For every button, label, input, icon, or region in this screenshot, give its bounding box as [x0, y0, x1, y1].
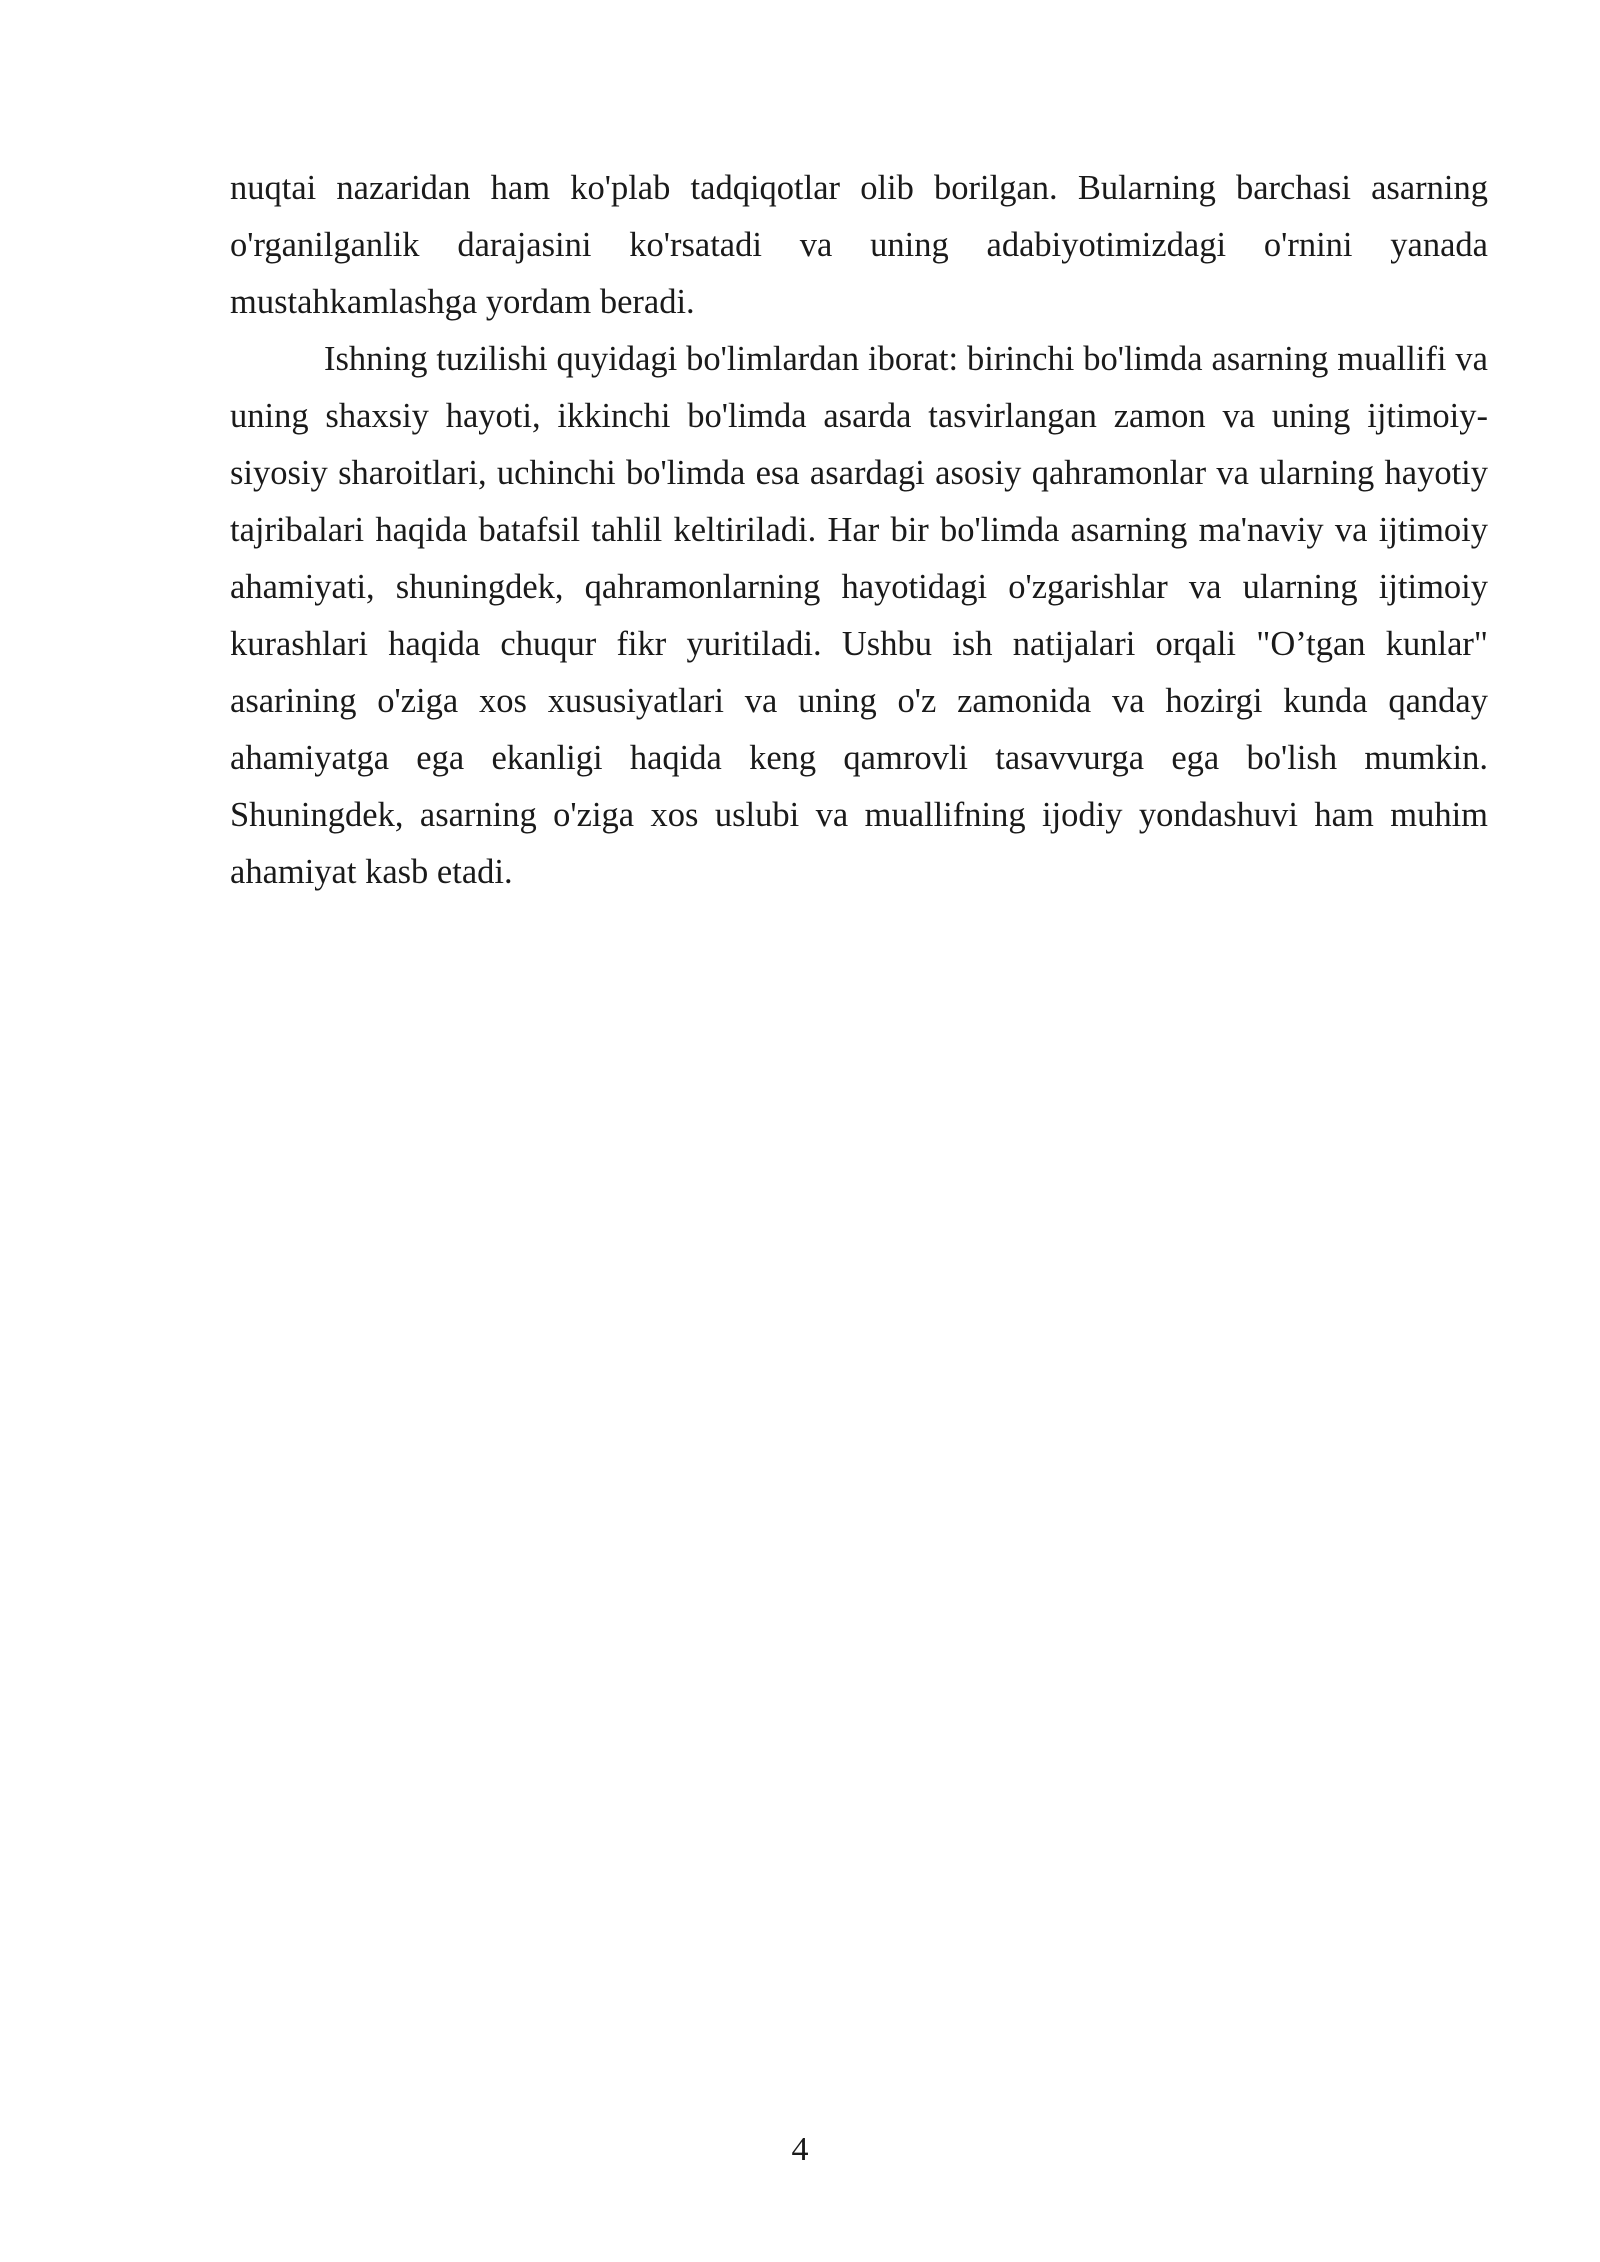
body-text	[230, 160, 1488, 901]
paragraph-structure: Ishning tuzilishi quyidagi bo'limlardan iborat: birinchi bo'limda asarning muallifi va uning shaxsiy hayoti, ikkinchi bo'limda asarda tasvirlangan zamon va uning ijtimoiy-siyosiy sharoitlari, uchinchi bo'limda esa asardagi asosiy qahramonlar va ularning hayotiy tajribalari haqida batafsil tahlil keltiriladi. Har bir bo'limda asarning ma'naviy va ijtimoiy ahamiyati, shuningdek, qahramonlarning hayotidagi o'zgarishlar va ularning ijtimoiy kurashlari haqida chuqur fikr yuritiladi. Ushbu ish natijalari orqali "O’tgan kunlar" asarining o'ziga xos xususiyatlari va uning o'z zamonida va hozirgi kunda qanday ahamiyatga ega ekanligi haqida keng qamrovli tasavvurga ega bo'lish mumkin. Shuningdek, asarning o'ziga xos uslubi va muallifning ijodiy yondashuvi ham muhim ahamiyat kasb etadi.	[230, 340, 1488, 891]
page-number: 4	[791, 2131, 809, 2168]
paragraph-continuation: nuqtai nazaridan ham ko'plab tadqiqotlar olib borilgan. Bularning barchasi asarning o'rganilganlik darajasini ko'rsatadi va uning adabiyotimizdagi o'rnini yanada mustahkamlashga yordam beradi.	[230, 169, 1488, 321]
